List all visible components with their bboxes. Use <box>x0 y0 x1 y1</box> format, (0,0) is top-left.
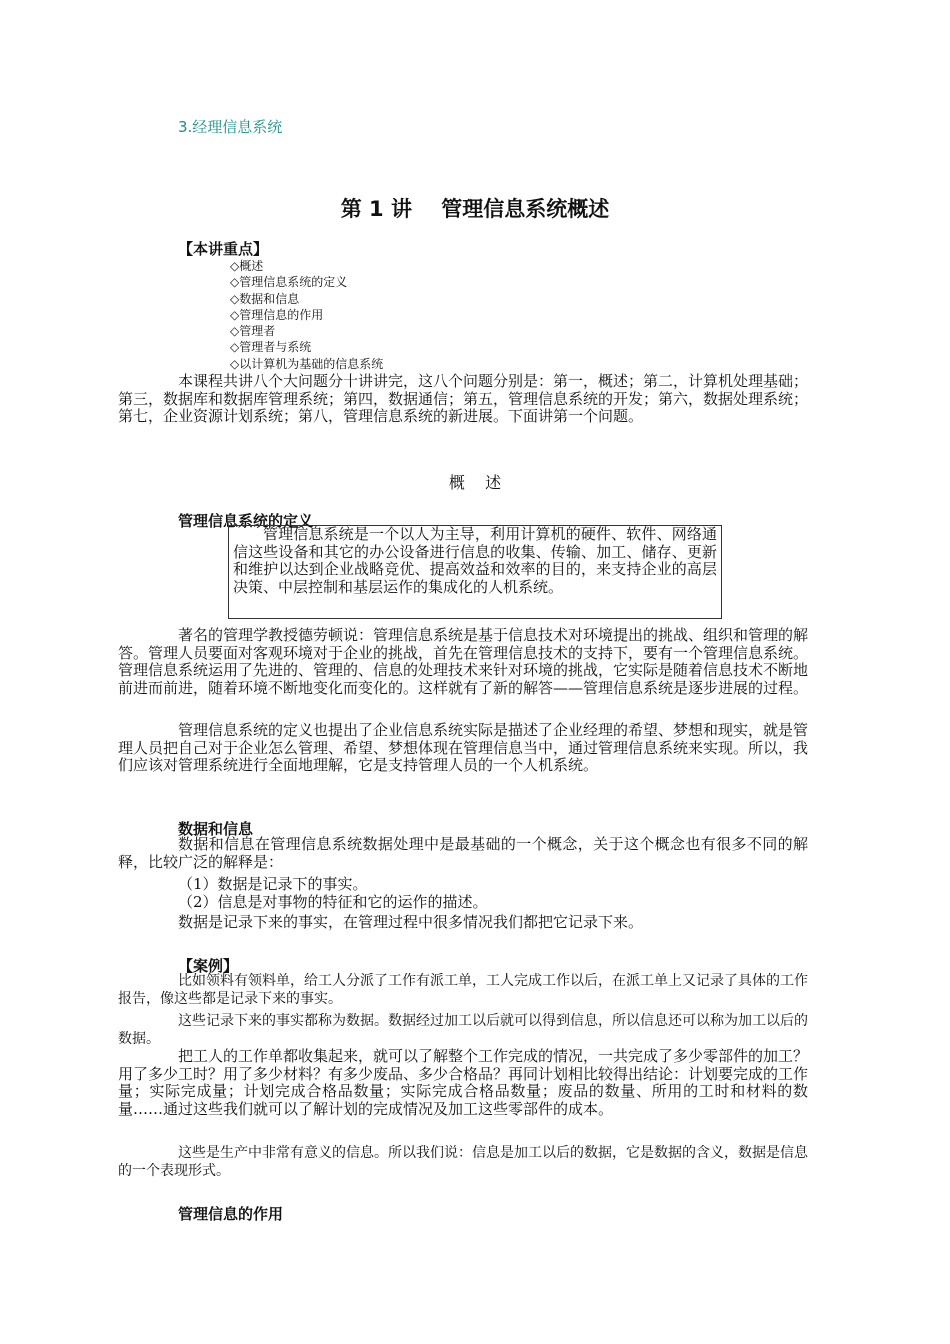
definition-heading: 管理信息系统的定义 <box>178 512 314 530</box>
definition-paragraph-2: 管理信息系统的定义也提出了企业信息系统实际是描述了企业经理的希望、梦想和现实，就是管理人员把自己对于企业怎么管理、希望、梦想体现在管理信息当中，通过管理信息系统来实现。所以，我们应该对管理系统进行全面地理解，它是支持管理人员的一个人机系统。 <box>118 721 809 775</box>
case-paragraph-2: 这些记录下来的事实都称为数据。数据经过加工以后就可以得到信息，所以信息还可以称为加工以后的数据。 <box>118 1013 808 1047</box>
key-points-list <box>230 258 383 372</box>
case-label: 【案例】 <box>178 957 239 975</box>
definition-paragraph-1: 著名的管理学教授德劳顿说：管理信息系统是基于信息技术对环境提出的挑战、组织和管理的解答。管理人员要面对客观环境对于企业的挑战，首先在管理信息技术的支持下，要有一个管理信息系统。管理信息系统运用了先进的、管理的、信息的处理技术来针对环境的挑战，它实际是随着信息技术不断地前进而前进，随着环境不断地变化而变化的。这样就有了新的解答——管理信息系统是逐步进展的过程。 <box>118 626 809 697</box>
list-item: ◇概述 <box>230 259 264 273</box>
definition-box-text: 管理信息系统是一个以人为主导，利用计算机的硬件、软件、网络通信这些设备和其它的办公设备进行信息的收集、传输、加工、储存、更新和维护以达到企业战略竞优、提高效益和效率的目的，来支持企业的高层决策、中层控制和基层运作的集成化的人机系统。 <box>233 525 717 596</box>
data-info-item-1: （1）数据是记录下的事实。 <box>178 875 368 893</box>
page-title: 第 1 讲 管理信息系统概述 <box>340 197 610 221</box>
mgmt-info-role-heading: 管理信息的作用 <box>178 1205 284 1223</box>
list-item: ◇管理者 <box>230 324 276 339</box>
definition-box <box>228 525 722 619</box>
intro-paragraph: 本课程共讲八个大问题分十讲讲完，这八个问题分别是：第一，概述；第二，计算机处理基础；第三，数据库和数据库管理系统；第四，数据通信；第五，管理信息系统的开发；第六，数据处理系统；第七，企业资源计划系统；第八，管理信息系统的新进展。下面讲第一个问题。 <box>118 372 809 426</box>
data-info-paragraph-2: 数据是记录下来的事实，在管理过程中很多情况我们都把它记录下来。 <box>178 913 644 931</box>
case-paragraph-4: 这些是生产中非常有意义的信息。所以我们说：信息是加工以后的数据，它是数据的含义，数据是信息的一个表现形式。 <box>118 1145 808 1179</box>
section-title-overview: 概 述 <box>448 473 502 492</box>
case-paragraph-3: 把工人的工作单都收集起来，就可以了解整个工作完成的情况，一共完成了多少零部件的加工？用了多少工时？用了多少材料？有多少废品、多少合格品？再同计划相比较得出结论：计划要完成的工作量；实际完成量；计划完成合格品数量；实际完成合格品数量；废品的数量、所用的工时和材料的数量……通过这些我们就可以了解计划的完成情况及加工这些零部件的成本。 <box>118 1047 809 1118</box>
key-points-label: 【本讲重点】 <box>178 240 269 258</box>
data-info-paragraph-1: 数据和信息在管理信息系统数据处理中是最基础的一个概念，关于这个概念也有很多不同的解释，比较广泛的解释是： <box>118 835 808 871</box>
header-link[interactable]: 3.经理信息系统 <box>178 118 283 136</box>
list-item: ◇管理者与系统 <box>230 340 312 355</box>
list-item: ◇管理信息的作用 <box>230 307 324 322</box>
list-item: ◇以计算机为基础的信息系统 <box>230 356 384 371</box>
list-item: ◇管理信息系统的定义 <box>230 275 348 290</box>
list-item: ◇数据和信息 <box>230 291 300 306</box>
data-info-heading: 数据和信息 <box>178 820 254 838</box>
case-paragraph-1: 比如领料有领料单，给工人分派了工作有派工单，工人完成工作以后，在派工单上又记录了具体的工作报告，像这些都是记录下来的事实。 <box>118 973 808 1007</box>
data-info-item-2: （2）信息是对事物的特征和它的运作的描述。 <box>178 893 488 911</box>
